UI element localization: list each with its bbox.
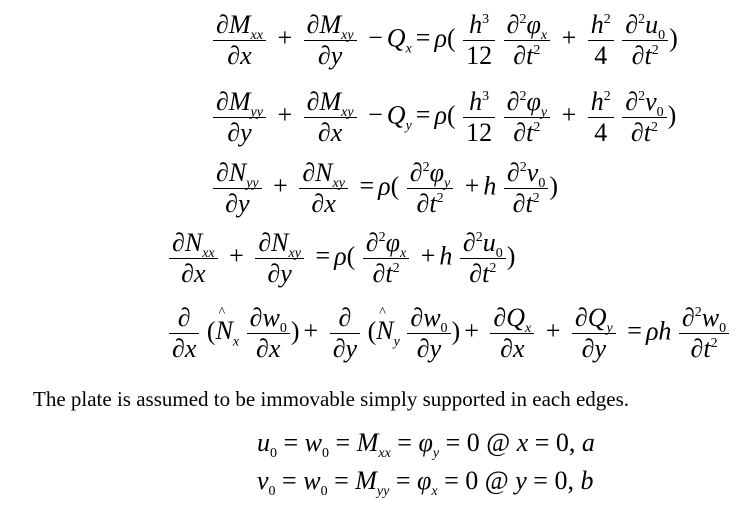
equation-2: $\frac{\partial M_{yy}}{\partial y}$ + $\frac{\partial M_{xy}}{\partial x}$ − $Q_y = \rho$( $\frac{h^3}{12}$ $\frac{\partial^2\varphi_y}{\partial t^2}$ + $\frac{h^2}{4}$ $\frac{\partial^2v_0}{\partial t^2}$ ) (212, 89, 676, 146)
boundary-condition-1: $u_0 = w_0 = M_{xx} = \varphi_y = 0$ @ x = 0, a (257, 428, 595, 461)
boundary-condition-2: $v_0 = w_0 = M_{yy} = \varphi_x = 0$ @ y = 0, b (257, 466, 594, 499)
equation-1: $\frac{\partial M_{xx}}{\partial x}$ + $\frac{\partial M_{xy}}{\partial y}$ − $Q_x = \rho$( $\frac{h^3}{12}$ $\frac{\partial^2\varphi_x}{\partial t^2}$ + $\frac{h^2}{4}$ $\frac{\partial^2u_0}{\partial t^2}$ ) (212, 12, 678, 69)
equation-3: $\frac{\partial N_{yy}}{\partial y}$ + $\frac{\partial N_{xy}}{\partial x}$ = ρ( $\frac{\partial^2\varphi_y}{\partial t^2}$ + h $\frac{\partial^2v_0}{\partial t^2}$ ) (212, 160, 558, 217)
equation-4: $\frac{\partial N_{xx}}{\partial x}$ + $\frac{\partial N_{xy}}{\partial y}$ = ρ( $\frac{\partial^2\varphi_x}{\partial t^2}$ + h $\frac{\partial^2u_0}{\partial t^2}$ ) (168, 230, 515, 287)
body-sentence: The plate is assumed to be immovable simply supported in each edges. (33, 387, 630, 411)
equation-5: $\frac{\partial}{\partial x}$ (^ $N_x$ $\frac{\partial w_0}{\partial x}$ ) + $\frac{\partial}{\partial y}$ (^ $N_y$ $\frac{\partial w_0}{\partial y}$ ) + $\frac{\partial Q_x}{\partial x}$ + $\frac{\partial Q_y}{\partial y}$ = ρh $\frac{\partial^2w_0}{\partial t^2}$ (168, 305, 730, 362)
